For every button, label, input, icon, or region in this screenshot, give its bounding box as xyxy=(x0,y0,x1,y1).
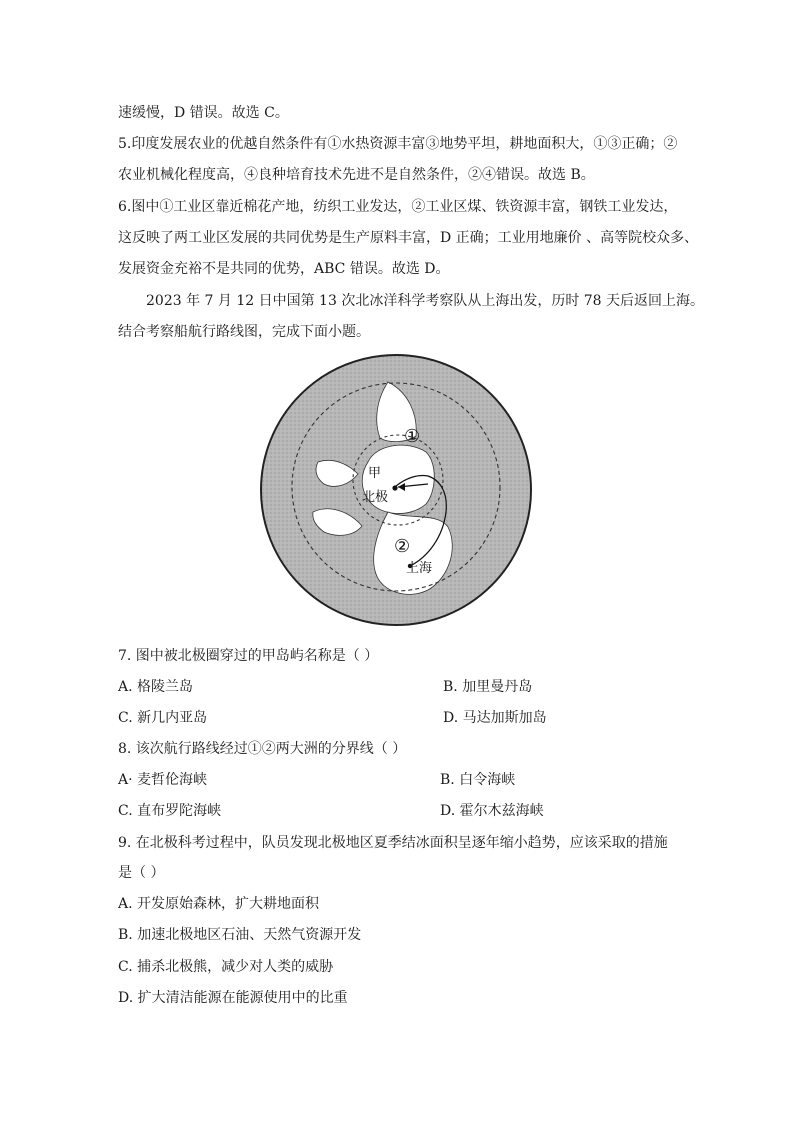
q9-stem-line-1: 9. 在北极科考过程中，队员发现北极地区夏季结冰面积呈逐年缩小趋势，应该采取的措施 xyxy=(118,835,668,851)
label-continent-2: ② xyxy=(394,536,411,557)
label-north-pole: 北极 xyxy=(362,490,389,505)
intro-line-2: 结合考察船航行路线图，完成下面小题。 xyxy=(118,324,370,340)
answer-line-4: 6.图中①工业区靠近棉花产地，纺织工业发达，②工业区煤、铁资源丰富，钢铁工业发达， xyxy=(118,199,678,215)
q9-option-b[interactable]: B. 加速北极地区石油、天然气资源开发 xyxy=(118,927,362,943)
label-island-jia: 甲 xyxy=(368,466,382,481)
q8-option-d[interactable]: D. 霍尔木兹海峡 xyxy=(440,803,544,819)
q7-option-c[interactable]: C. 新几内亚岛 xyxy=(118,710,208,726)
q9-option-c[interactable]: C. 捕杀北极熊，减少对人类的威胁 xyxy=(118,959,334,975)
arctic-route-map xyxy=(258,352,534,628)
intro-line-1: 2023 年 7 月 12 日中国第 13 次北冰洋科学考察队从上海出发，历时 78 天后返回上海。 xyxy=(146,293,705,309)
q9-option-a[interactable]: A. 开发原始森林，扩大耕地面积 xyxy=(118,896,320,912)
q8-option-b[interactable]: B. 白令海峡 xyxy=(440,772,516,788)
label-continent-1: ① xyxy=(404,426,421,447)
label-shanghai: 上海 xyxy=(406,561,433,576)
answer-line-6: 发展资金充裕不是共同的优势，ABC 错误。故选 D。 xyxy=(118,261,450,277)
north-pole-dot xyxy=(392,485,397,490)
answer-line-1: 速缓慢，D 错误。故选 C。 xyxy=(118,105,289,121)
q8-stem: 8. 该次航行路线经过①②两大洲的分界线（ ） xyxy=(118,741,407,757)
polar-projection-map xyxy=(258,352,534,628)
answer-line-2: 5.印度发展农业的优越自然条件有①水热资源丰富③地势平坦，耕地面积大，①③正确；② xyxy=(118,136,678,152)
q7-option-d[interactable]: D. 马达加斯加岛 xyxy=(443,710,547,726)
q9-stem-line-2: 是（ ） xyxy=(118,865,165,881)
q8-option-c[interactable]: C. 直布罗陀海峡 xyxy=(118,803,222,819)
answer-line-5: 这反映了两工业区发展的共同优势是生产原料丰富，D 正确；工业用地廉价 、高等院校众多、 xyxy=(118,230,699,246)
q7-stem: 7. 图中被北极圈穿过的甲岛屿名称是（ ） xyxy=(118,648,379,664)
q9-option-d[interactable]: D. 扩大清洁能源在能源使用中的比重 xyxy=(118,990,348,1006)
q7-option-b[interactable]: B. 加里曼丹岛 xyxy=(443,679,533,695)
q8-option-a[interactable]: A· 麦哲伦海峡 xyxy=(118,772,208,788)
q7-option-a[interactable]: A. 格陵兰岛 xyxy=(118,679,194,695)
answer-line-3: 农业机械化程度高，④良种培育技术先进不是自然条件，②④错误。故选 B。 xyxy=(118,167,595,183)
